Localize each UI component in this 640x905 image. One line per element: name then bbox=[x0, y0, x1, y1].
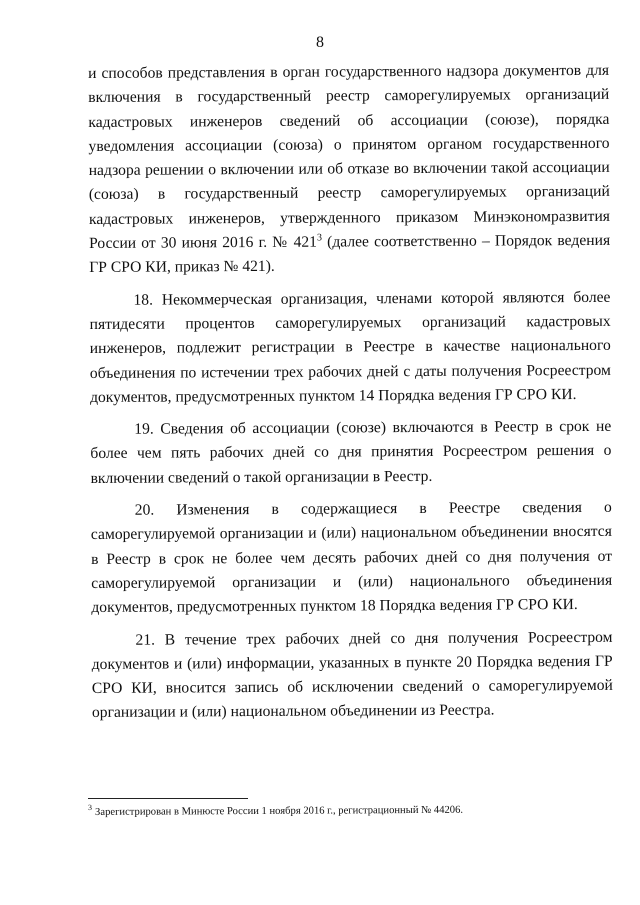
paragraph-20: 20. Изменения в содержащиеся в Реестре сведения о саморегулируемой организации и (или) национальном объединении вносятся в Реестр в срок не более чем десять рабочих дней со дня получения от саморегулируемой организации и (или) национального объединения документов, предусмотренных пунктом 18 Порядка ведения ГР СРО КИ. bbox=[90, 498, 613, 617]
footnote-text: Зарегистрирован в Минюсте России 1 ноября 2016 г., регистрационный № 44206. bbox=[95, 804, 464, 818]
paragraph-continuation-text: и способов представления в орган государственного надзора документов для включения в государственный реестр саморегулируемых организаций кадастровых инженеров сведений об ассоциации (союзе), порядка уведомления ассоциации (союза) о принятом органом государственного надзора решении о включении или об отказе во включении такой ассоциации (союза) в государственный реестр саморегулируемых организаций кадастровых инженеров, утвержденного приказом Минэкономразвития России от 30 июня 2016 г. № 421 bbox=[88, 61, 611, 253]
paragraph-continuation bbox=[88, 59, 610, 281]
paragraph-21: 21. В течение трех рабочих дней со дня получения Росреестром документов и (или) информации, указанных в пункте 20 Порядка ведения ГР СРО КИ, вносится запись об исключении сведений о саморегулируемой организации и (или) национальном объединении из Реестра. bbox=[91, 628, 613, 722]
paragraph-19: 19. Сведения об ассоциации (союзе) включаются в Реестр в срок не более чем пять рабочих дней со дня принятия Росреестром решения о включении сведений о такой организации в Реестр. bbox=[90, 417, 612, 487]
footnote-reference: 3 bbox=[316, 232, 322, 244]
page-number: 8 bbox=[316, 34, 324, 51]
footnote-marker: 3 bbox=[87, 803, 93, 813]
paragraph-continuation-tail: (далее соответственно – Порядок ведения ГР СРО КИ, приказ № 421). bbox=[89, 231, 611, 277]
footnote bbox=[88, 803, 608, 820]
document-body bbox=[88, 59, 613, 734]
paragraph-18: 18. Некоммерческая организация, членами которой являются более пятидесяти процентов саморегулируемых организаций кадастровых инженеров, подлежит регистрации в Реестре в качестве национального объединения по истечении трех рабочих дней с даты получения Росреестром документов, предусмотренных пунктом 14 Порядка ведения ГР СРО КИ. bbox=[89, 288, 611, 406]
footnote-divider bbox=[88, 798, 248, 799]
